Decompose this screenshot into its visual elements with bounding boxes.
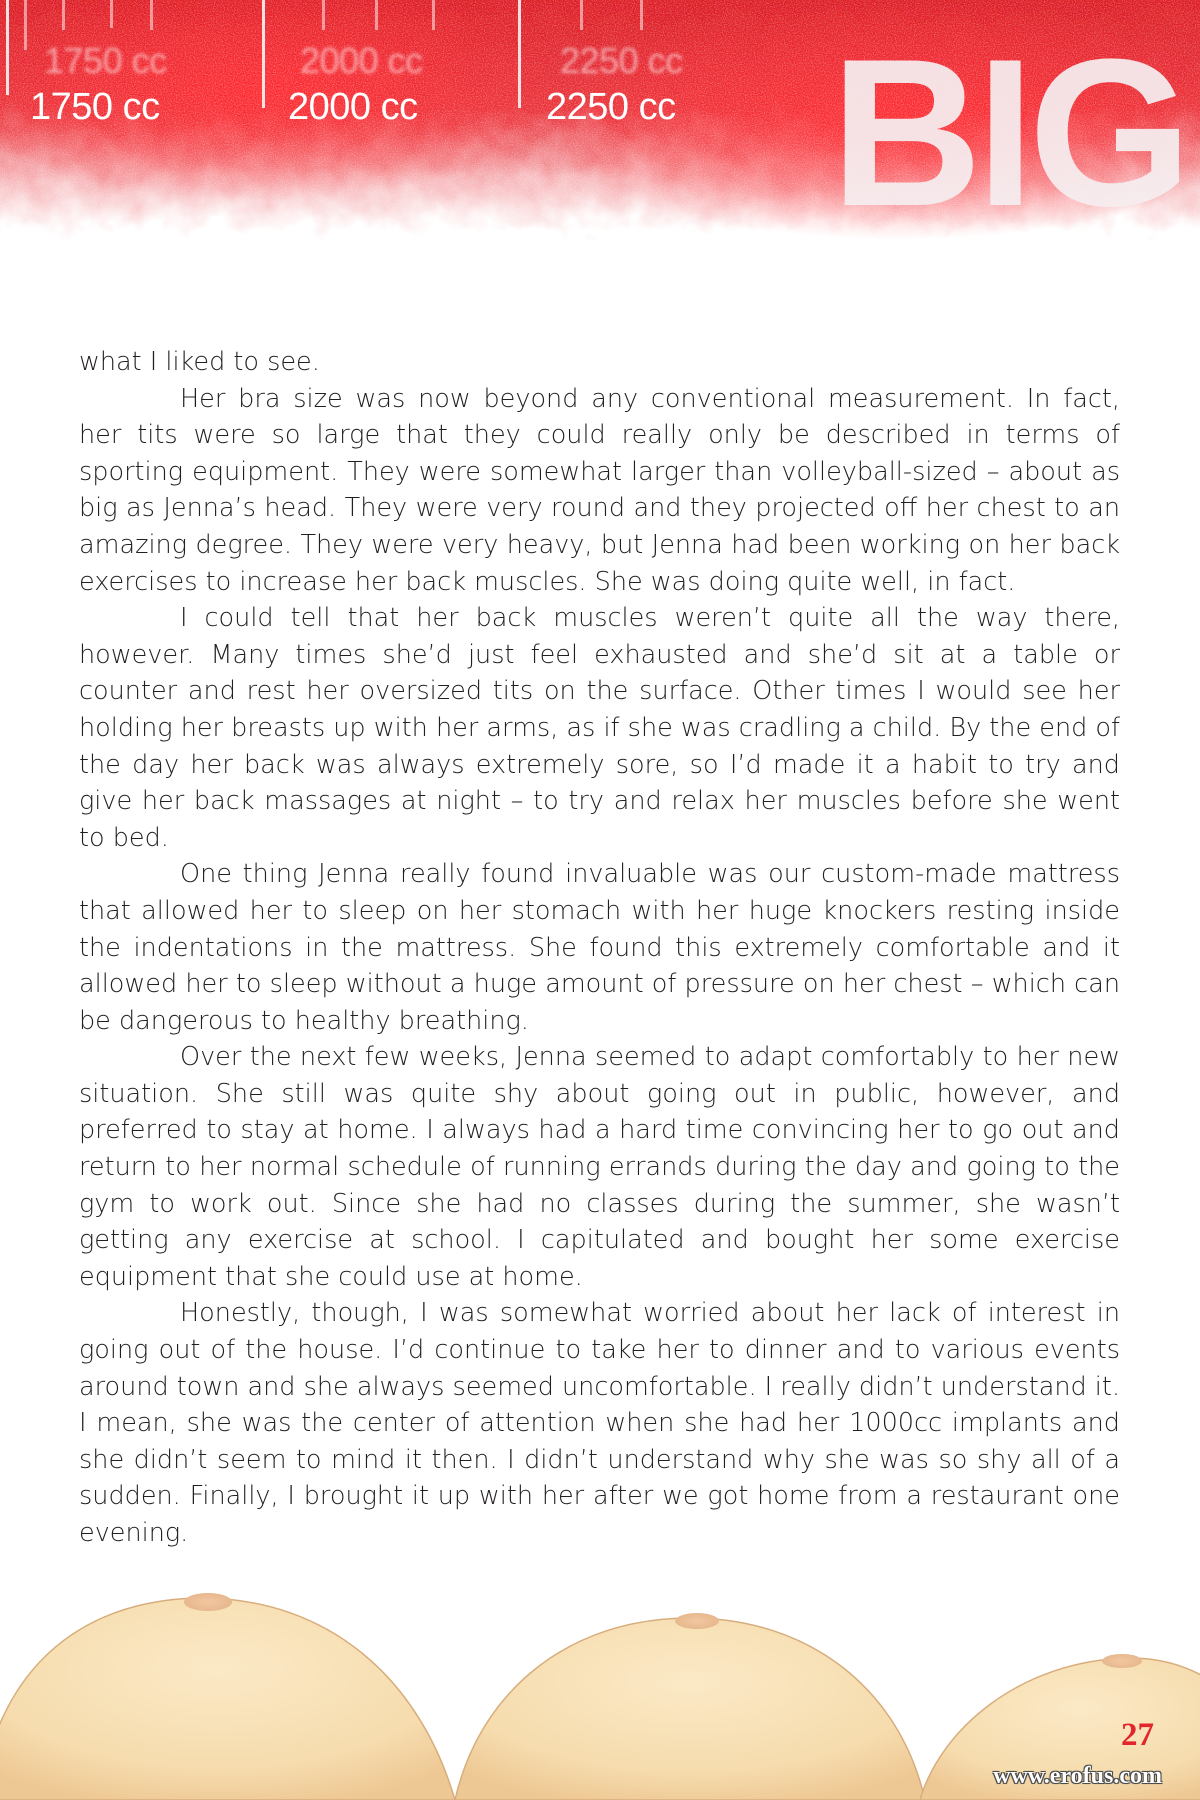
scale-label-2250-shadow: 2250 cc xyxy=(560,40,683,81)
page-number: 27 xyxy=(1121,1717,1154,1753)
paragraph-4: One thing Jenna really found invaluable was our custom-made mattress that allowed her to sleep on her stomach with her huge knockers resting inside the indentations in the mattress. She found this extremely comfortable and it allowed her to sleep without a huge amount of pressure on her chest – which can be dangerous to healthy breathing. xyxy=(79,859,1120,1036)
scale-label-2000-shadow: 2000 cc xyxy=(300,40,423,81)
scale-label-1750: 1750 cc xyxy=(30,86,160,128)
header-banner xyxy=(0,0,1200,300)
scale-label-2000: 2000 cc xyxy=(288,86,418,128)
header-title: BIG xyxy=(830,15,1186,250)
scale-label-2250: 2250 cc xyxy=(546,86,676,128)
watermark-text: www.erofus.com xyxy=(993,1763,1162,1789)
story-text xyxy=(79,344,1120,1552)
paragraph-2: Her bra size was now beyond any conventional measurement. In fact, her tits were so large that they could really only be described in terms of sporting equipment. They were somewhat larger than volleyball-sized – about as big as Jenna’s head. They were very round and they projected off her chest to an amazing degree. They were very heavy, but Jenna had been working on her back exercises to increase her back muscles. She was doing quite well, in fact. xyxy=(79,383,1120,597)
scale-label-1750-shadow: 1750 cc xyxy=(44,40,167,81)
paragraph-1: what I liked to see. xyxy=(79,347,320,377)
paragraph-6: Honestly, though, I was somewhat worried about her lack of interest in going out of the house. I’d continue to take her to dinner and to various events around town and she always seemed uncomfortable. I really didn’t understand it. I mean, she was the center of attention when she had her 1000cc implants and she didn’t seem to mind it then. I didn’t understand why she was so shy all of a sudden. Finally, I brought it up with her after we got home from a restaurant one evening. xyxy=(79,1298,1120,1548)
paragraph-3: I could tell that her back muscles weren’t quite all the way there, however. Many times she’d just feel exhausted and she’d sit at a table or counter and rest her oversized tits on the surface. Other times I would see her holding her breasts up with her arms, as if she was cradling a child. By the end of the day her back was always extremely sore, so I’d made it a habit to try and give her back massages at night – to try and relax her muscles before she went to bed. xyxy=(79,603,1120,853)
footer-decoration xyxy=(0,1560,1200,1800)
paragraph-5: Over the next few weeks, Jenna seemed to adapt comfortably to her new situation. She still was quite shy about going out in public, however, and preferred to stay at home. I always had a hard time convincing her to go out and return to her normal schedule of running errands during the day and going to the gym to work out. Since she had no classes during the summer, she wasn’t getting any exercise at school. I capitulated and bought her some exercise equipment that she could use at home. xyxy=(79,1042,1120,1292)
